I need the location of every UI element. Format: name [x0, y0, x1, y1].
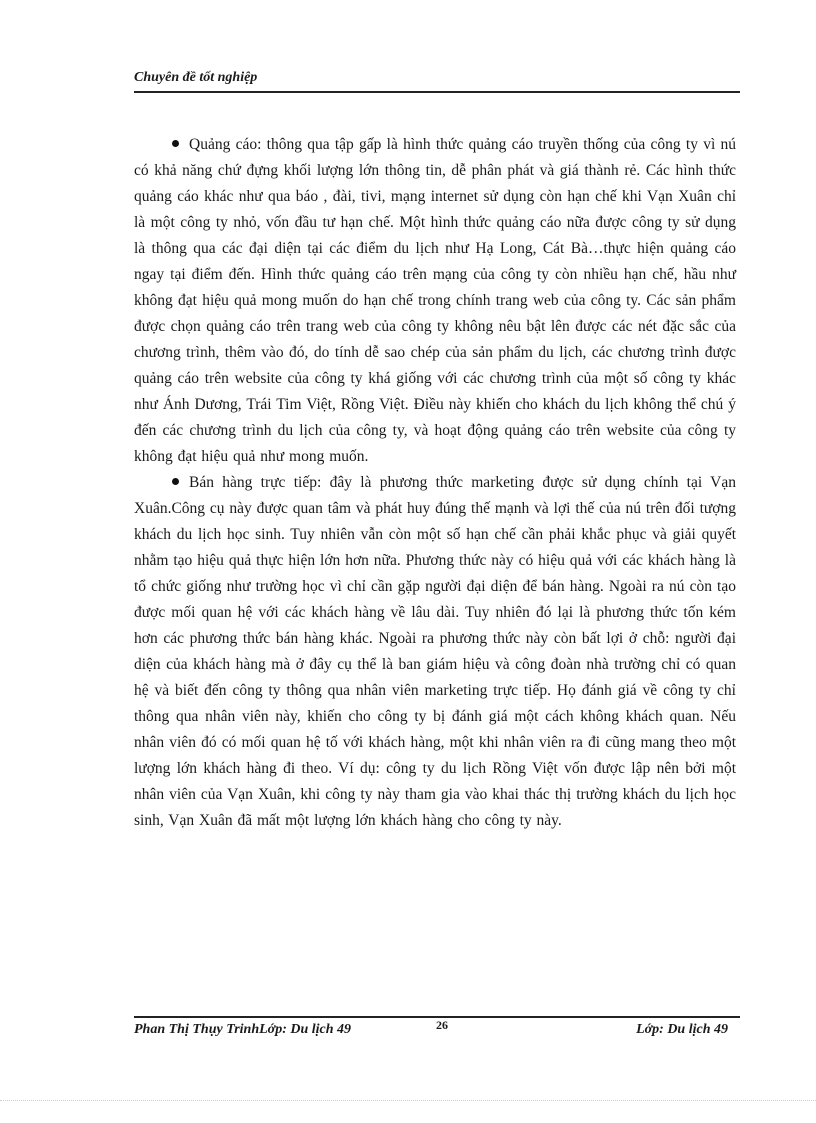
- page-header: Chuyên đề tốt nghiệp: [134, 70, 258, 85]
- paragraph-direct-sales: [134, 470, 736, 834]
- page-number: 26: [436, 1018, 448, 1032]
- bullet-icon: [172, 478, 179, 485]
- document-body: [134, 132, 736, 834]
- paragraph-text: Quảng cáo: thông qua tập gấp là hình thức quảng cáo truyền thống của công ty vì nú có khả năng chứ đựng khối lượng lớn thông tin, dễ phân phát và giá thành rẻ. Các hình thức quảng cáo khác như qua báo , đài, tivi, mạng internet sử dụng còn hạn chế khi Vạn Xuân chỉ là một công ty nhỏ, vốn đầu tư hạn chế. Một hình thức quảng cáo nữa được công ty sử dụng là thông qua các đại diện tại các điểm du lịch như Hạ Long, Cát Bà…thực hiện quảng cáo ngay tại điểm đến. Hình thức quảng cáo trên mạng của công ty còn nhiều hạn chế, hầu như không đạt hiệu quả mong muốn do hạn chế trong chính trang web của công ty. Các sản phẩm được chọn quảng cáo trên trang web của công ty không nêu bật lên được các nét đặc sắc của chương trình, thêm vào đó, do tính dễ sao chép của sản phẩm du lịch, các chương trình được quảng cáo trên website của công ty khá giống với các chương trình của một số công ty khác như Ánh Dương, Trái Tim Việt, Rồng Việt. Điều này khiến cho khách du lịch không thể chú ý đến các chương trình du lịch của công ty, và hoạt động quảng cáo trên website của công ty không đạt hiệu quả như mong muốn.: [134, 136, 736, 465]
- header-divider: [134, 91, 740, 93]
- footer-class: Lớp: Du lịch 49: [636, 1022, 728, 1037]
- paragraph-text: Bán hàng trực tiếp: đây là phương thức marketing được sử dụng chính tại Vạn Xuân.Công cụ này được quan tâm và phát huy đúng thế mạnh và lợi thế của nú trên đối tượng khách du lịch học sinh. Tuy nhiên vẫn còn một số hạn chế cần phải khắc phục và giải quyết nhằm tạo hiệu quả thực hiện lớn hơn nữa. Phương thức này có hiệu quả với các khách hàng là tổ chức giống như trường học vì chỉ cần gặp người đại diện để bán hàng. Ngoài ra nú còn tạo được mối quan hệ với các khách hàng về lâu dài. Tuy nhiên đó lại là phương thức tốn kém hơn các phương thức bán hàng khác. Ngoài ra phương thức này còn bất lợi ở chỗ: người đại diện của khách hàng mà ở đây cụ thể là ban giám hiệu và công đoàn nhà trường chỉ có quan hệ và biết đến công ty thông qua nhân viên marketing trực tiếp. Họ đánh giá về công ty chỉ thông qua nhân viên này, khiến cho công ty bị đánh giá một cách không khách quan. Nếu nhân viên đó có mối quan hệ tố với khách hàng, một khi nhân viên ra đi cũng mang theo một lượng lớn khách hàng đi theo. Ví dụ: công ty du lịch Rồng Việt vốn được lập nên bởi một nhân viên của Vạn Xuân, khi công ty này tham gia vào khai thác thị trường khách du lịch học sinh, Vạn Xuân đã mất một lượng lớn khách hàng cho công ty này.: [134, 474, 736, 829]
- footer-author: Phan Thị Thụy TrinhLớp: Du lịch 49: [134, 1022, 352, 1037]
- paragraph-advertising: [134, 132, 736, 470]
- bullet-icon: [172, 140, 179, 147]
- page-bottom-border: [0, 1100, 816, 1101]
